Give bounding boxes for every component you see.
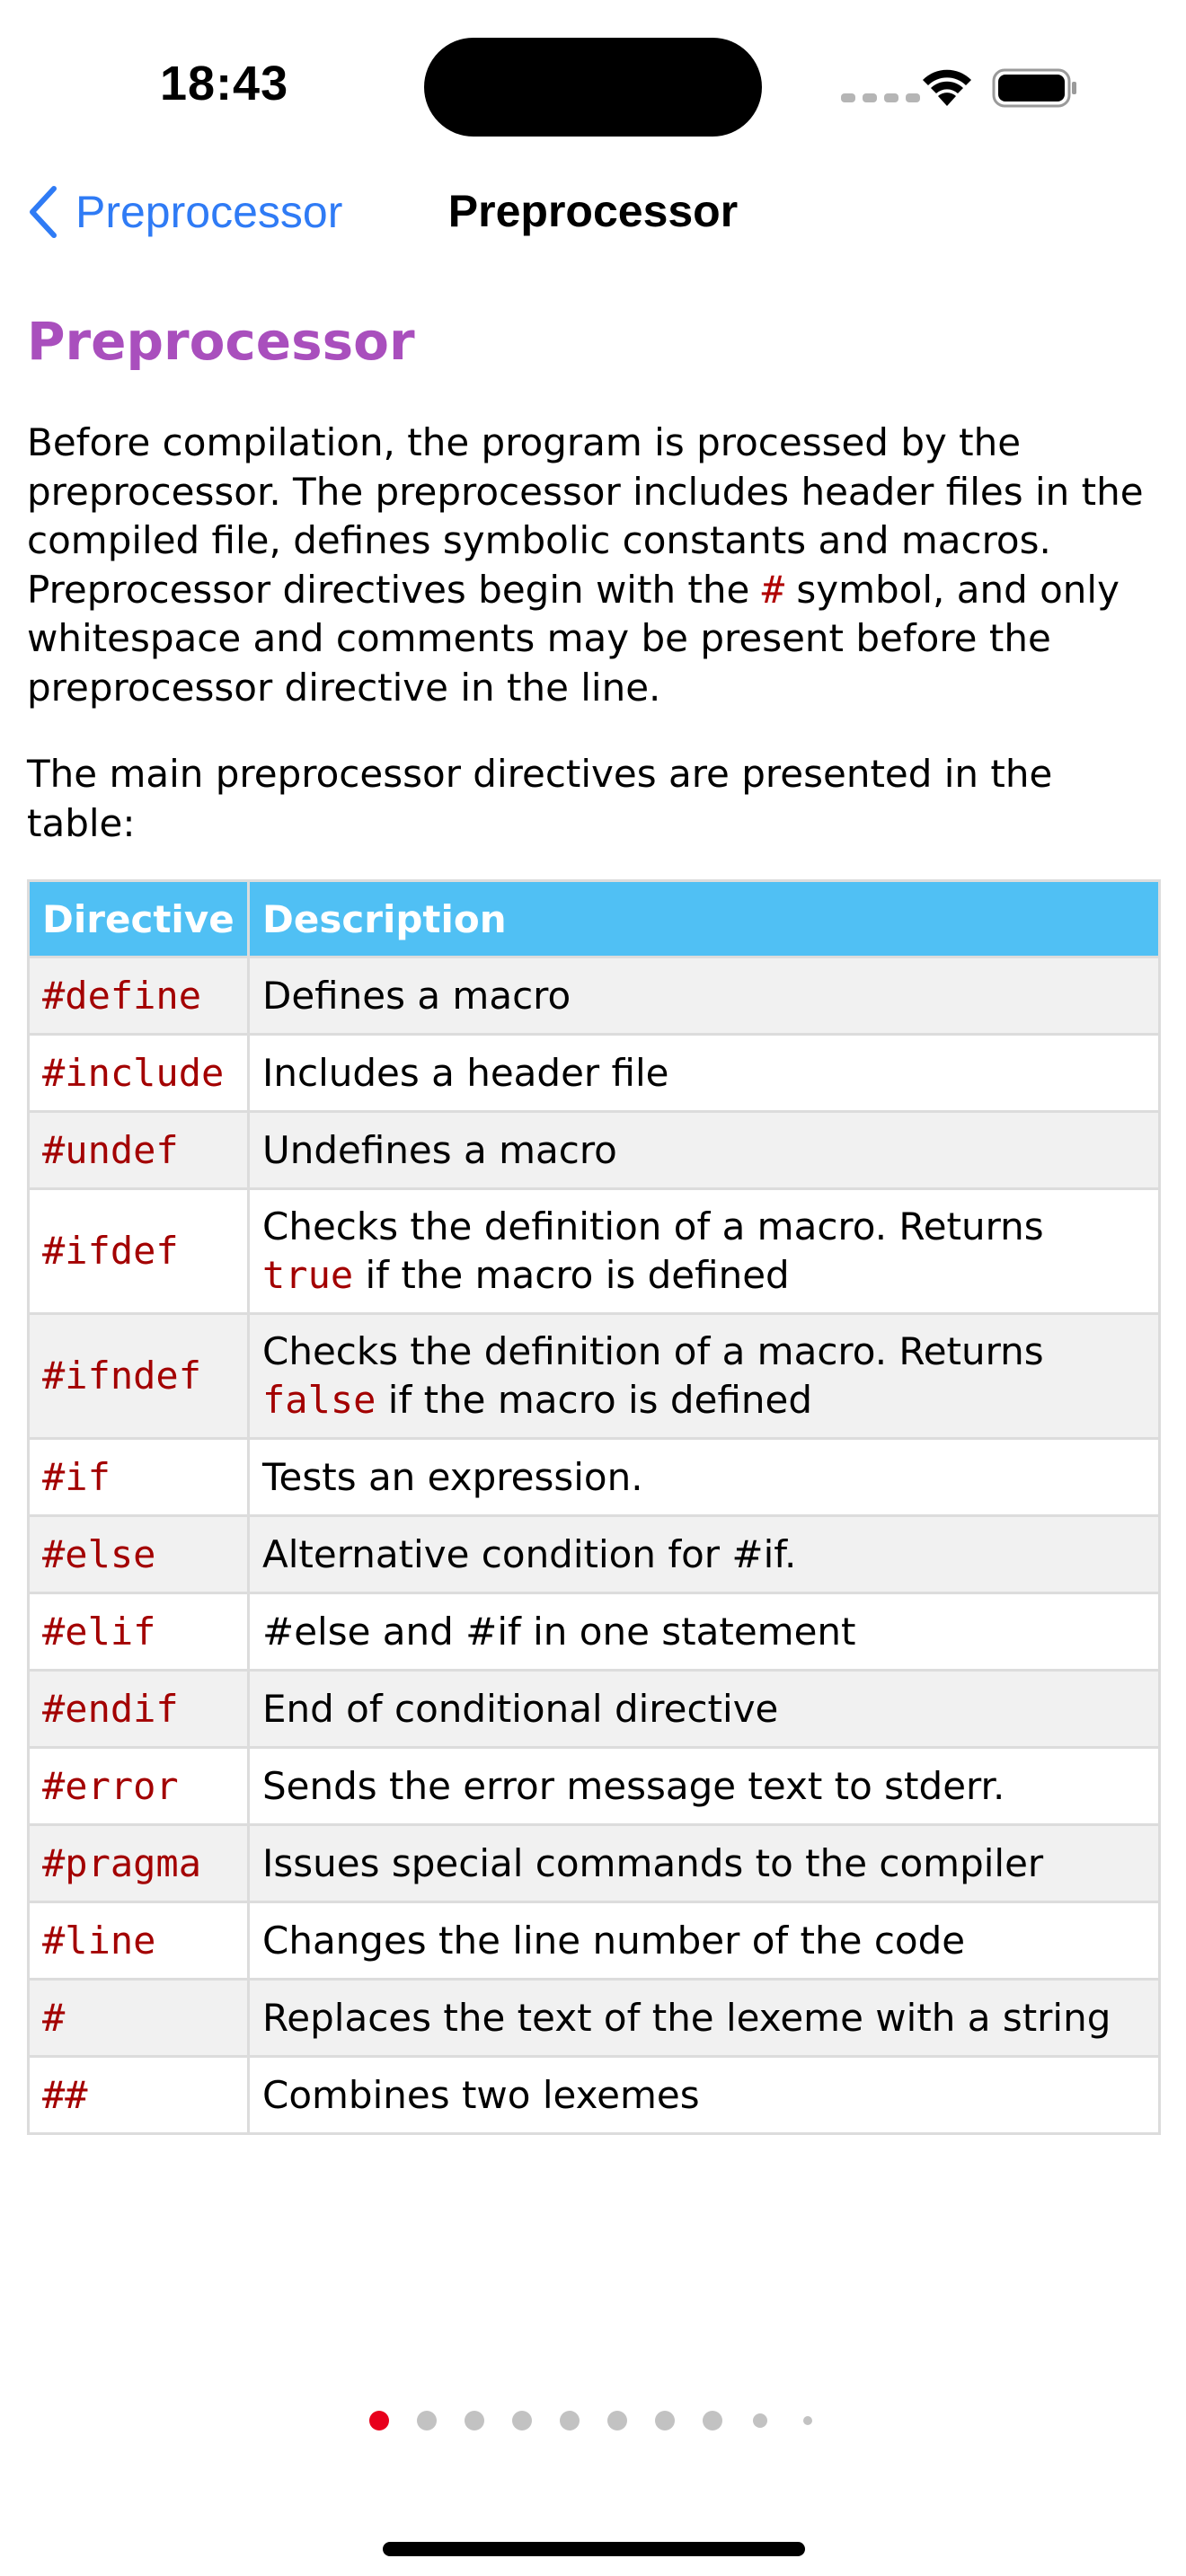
directive-cell: #endif [29,1671,249,1748]
description-cell: Combines two lexemes [249,2057,1160,2134]
table-row [29,1314,1160,1439]
table-row [29,1748,1160,1825]
description-text: Checks the definition of a macro. Returns [262,1329,1044,1373]
nav-title: Preprocessor [447,186,739,236]
description-text: if the macro is defined [376,1378,812,1422]
page-indicator[interactable] [0,2407,1186,2434]
table-row [29,1439,1160,1516]
directive-cell: #pragma [29,1825,249,1902]
description-cell: Changes the line number of the code [249,1902,1160,1980]
directive-cell: #define [29,957,249,1035]
table-row [29,1189,1160,1314]
table-row [29,1593,1160,1671]
navigation-bar [0,171,1186,251]
page-dot[interactable] [369,2411,389,2430]
page-dot[interactable] [560,2411,580,2430]
directive-cell: #line [29,1902,249,1980]
intro-text-start: Before compilation, the program is processed by the preprocessor. The preprocessor includes header files in the compiled file, defines symbolic constants and macros. Preprocessor directives begin with the [27,420,1144,612]
directive-cell: #ifdef [29,1189,249,1314]
directives-table [27,879,1161,2135]
directive-cell: # [29,1980,249,2057]
directive-cell: #if [29,1439,249,1516]
status-time: 18:43 [160,57,289,110]
description-text: if the macro is defined [353,1253,790,1297]
directive-cell: #error [29,1748,249,1825]
page-dot[interactable] [753,2413,767,2428]
directive-cell: #elif [29,1593,249,1671]
description-cell [249,1314,1160,1439]
description-cell: Tests an expression. [249,1439,1160,1516]
page-heading: Preprocessor [27,311,415,372]
table-row [29,1825,1160,1902]
directive-cell: #ifndef [29,1314,249,1439]
status-bar [0,0,1186,171]
back-button-label: Preprocessor [75,187,343,237]
description-cell: Includes a header file [249,1035,1160,1112]
wifi-icon [920,66,974,108]
description-cell [249,1189,1160,1314]
intro-paragraph [27,419,1161,712]
description-cell: Undefines a macro [249,1112,1160,1189]
page-dot[interactable] [607,2411,627,2430]
dynamic-island [424,38,762,137]
table-row [29,1980,1160,2057]
table-row [29,1902,1160,1980]
code-keyword: false [262,1378,376,1422]
page-dot[interactable] [512,2411,532,2430]
directive-cell: ## [29,2057,249,2134]
description-cell: Defines a macro [249,957,1160,1035]
page-dot[interactable] [703,2411,722,2430]
battery-icon [992,68,1078,108]
description-cell: Issues special commands to the compiler [249,1825,1160,1902]
description-cell: Sends the error message text to stderr. [249,1748,1160,1825]
table-row [29,1516,1160,1593]
directive-cell: #undef [29,1112,249,1189]
table-row [29,1671,1160,1748]
article-content [27,296,1161,848]
description-cell: Alternative condition for #if. [249,1516,1160,1593]
table-row [29,2057,1160,2134]
description-cell: End of conditional directive [249,1671,1160,1748]
hash-symbol-inline: # [761,567,784,612]
table-row [29,1035,1160,1112]
code-keyword: true [262,1253,354,1297]
intro-text-end: symbol, and only whitespace and comments may be present before the preprocessor directive in the line. [27,567,1120,710]
table-row [29,1112,1160,1189]
page-dot[interactable] [465,2411,484,2430]
page-dot[interactable] [655,2411,675,2430]
table-row [29,957,1160,1035]
header-description: Description [249,881,1160,957]
description-cell: Replaces the text of the lexeme with a string [249,1980,1160,2057]
page-dot[interactable] [417,2411,437,2430]
directive-cell: #include [29,1035,249,1112]
page-dot[interactable] [803,2416,812,2425]
table-header-row [29,881,1160,957]
home-indicator[interactable] [383,2542,805,2556]
header-directive: Directive [29,881,249,957]
description-cell: #else and #if in one statement [249,1593,1160,1671]
cellular-signal-icon [841,93,920,102]
table-intro-paragraph: The main preprocessor directives are presented in the table: [27,752,1053,845]
directive-cell: #else [29,1516,249,1593]
description-text: Checks the definition of a macro. Returns [262,1204,1044,1248]
